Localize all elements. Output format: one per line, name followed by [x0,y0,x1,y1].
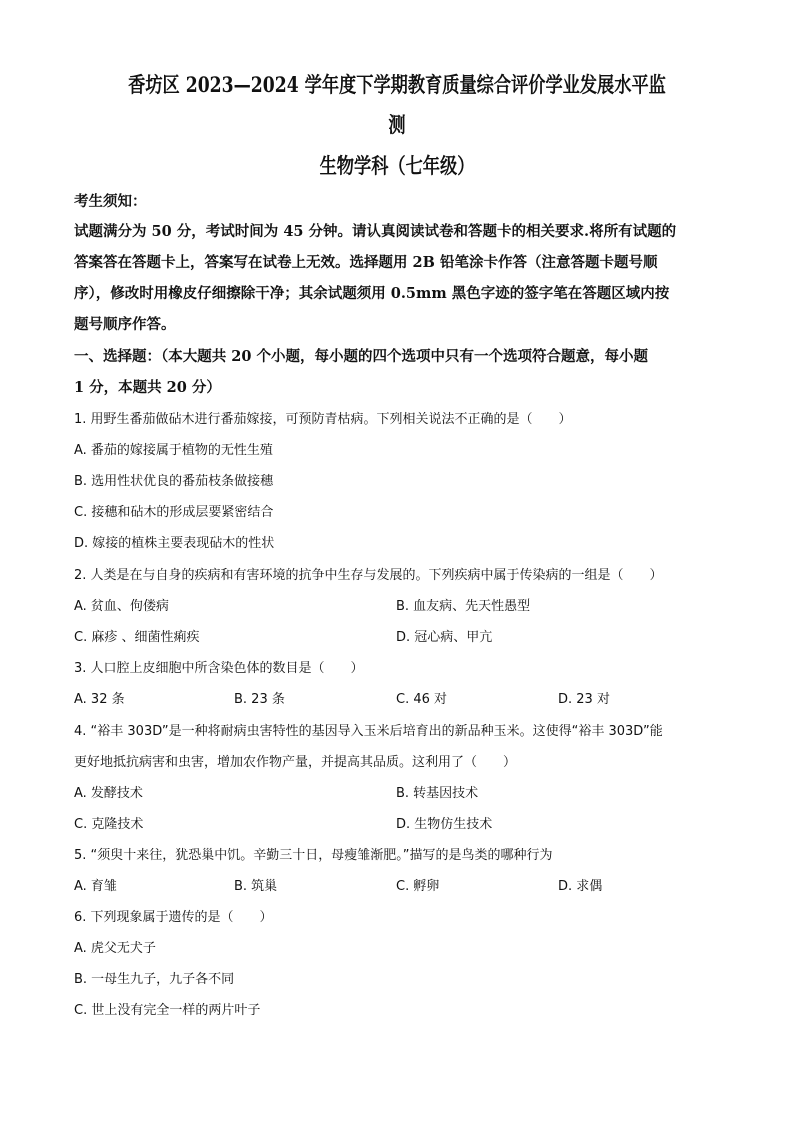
question-4-option-a: A. 发酵技术 [74,786,143,801]
exam-title-line-1: 香坊区 2023—2024 学年度下学期教育质量综合评价学业发展水平监 [128,72,666,97]
question-1-option-b: B. 选用性状优良的番茄枝条做接穗 [74,474,274,489]
question-4-option-c: C. 克隆技术 [74,817,144,832]
question-2-option-d: D. 冠心病、甲亢 [396,630,493,645]
question-3-option-d: D. 23 对 [558,692,610,707]
instructions-line: 试题满分为 50 分，考试时间为 45 分钟。请认真阅读试卷和答题卡的相关要求.将所有试题的 [74,223,677,240]
question-4-option-b: B. 转基因技术 [396,786,479,801]
question-3-stem: 3. 人口腔上皮细胞中所含染色体的数目是（ ） [74,661,364,676]
question-5-option-d: D. 求偶 [558,879,603,894]
question-5-option-a: A. 育雏 [74,879,117,894]
question-3-option-c: C. 46 对 [396,692,448,707]
exam-title-line-2: 测 [388,112,406,137]
instructions-line: 答案答在答题卡上，答案写在试卷上无效。选择题用 2B 铅笔涂卡作答（注意答题卡题号顺 [74,254,658,271]
question-5-stem: 5. “须臾十来往，犹恐巢中饥。辛勤三十日，母瘦雏渐肥。”描写的是鸟类的哪种行为 [74,848,553,863]
question-4-stem-cont: 更好地抵抗病害和虫害，增加农作物产量，并提高其品质。这利用了（ ） [74,755,517,770]
question-2-stem: 2. 人类是在与自身的疾病和有害环境的抗争中生存与发展的。下列疾病中属于传染病的一组是（ ） [74,568,663,583]
question-5-option-c: C. 孵卵 [396,879,440,894]
question-1-stem: 1. 用野生番茄做砧木进行番茄嫁接，可预防青枯病。下列相关说法不正确的是（ ） [74,412,572,427]
question-2-option-a: A. 贫血、佝偻病 [74,599,169,614]
question-5-option-b: B. 筑巢 [234,879,278,894]
question-6-stem: 6. 下列现象属于遗传的是（ ） [74,910,273,925]
question-2-option-b: B. 血友病、先天性愚型 [396,599,531,614]
question-3-option-b: B. 23 条 [234,692,285,707]
question-6-option-b: B. 一母生九子，九子各不同 [74,972,235,987]
question-6-option-a: A. 虎父无犬子 [74,941,156,956]
instructions-line: 题号顺序作答。 [74,316,176,333]
instructions-heading: 考生须知： [74,193,147,210]
question-4-stem: 4. “裕丰 303D”是一种将耐病虫害特性的基因导入玉米后培育出的新品种玉米。这使得“裕丰 303D”能 [74,724,663,739]
question-6-option-c: C. 世上没有完全一样的两片叶子 [74,1003,261,1018]
section-heading: 一、选择题：（本大题共 20 个小题，每小题的四个选项中只有一个选项符合题意，每小题 [74,348,649,365]
section-heading-cont: 1 分，本题共 20 分） [74,379,221,396]
question-4-option-d: D. 生物仿生技术 [396,817,493,832]
question-3-option-a: A. 32 条 [74,692,125,707]
question-1-option-d: D. 嫁接的植株主要表现砧木的性状 [74,536,275,551]
question-1-option-c: C. 接穗和砧木的形成层要紧密结合 [74,505,274,520]
instructions-line: 序），修改时用橡皮仔细擦除干净；其余试题须用 0.5mm 黑色字迹的签字笔在答题区域内按 [74,285,670,302]
question-1-option-a: A. 番茄的嫁接属于植物的无性生殖 [74,443,273,458]
exam-subtitle: 生物学科（七年级） [319,153,475,178]
question-2-option-c: C. 麻疹 、细菌性痢疾 [74,630,200,645]
